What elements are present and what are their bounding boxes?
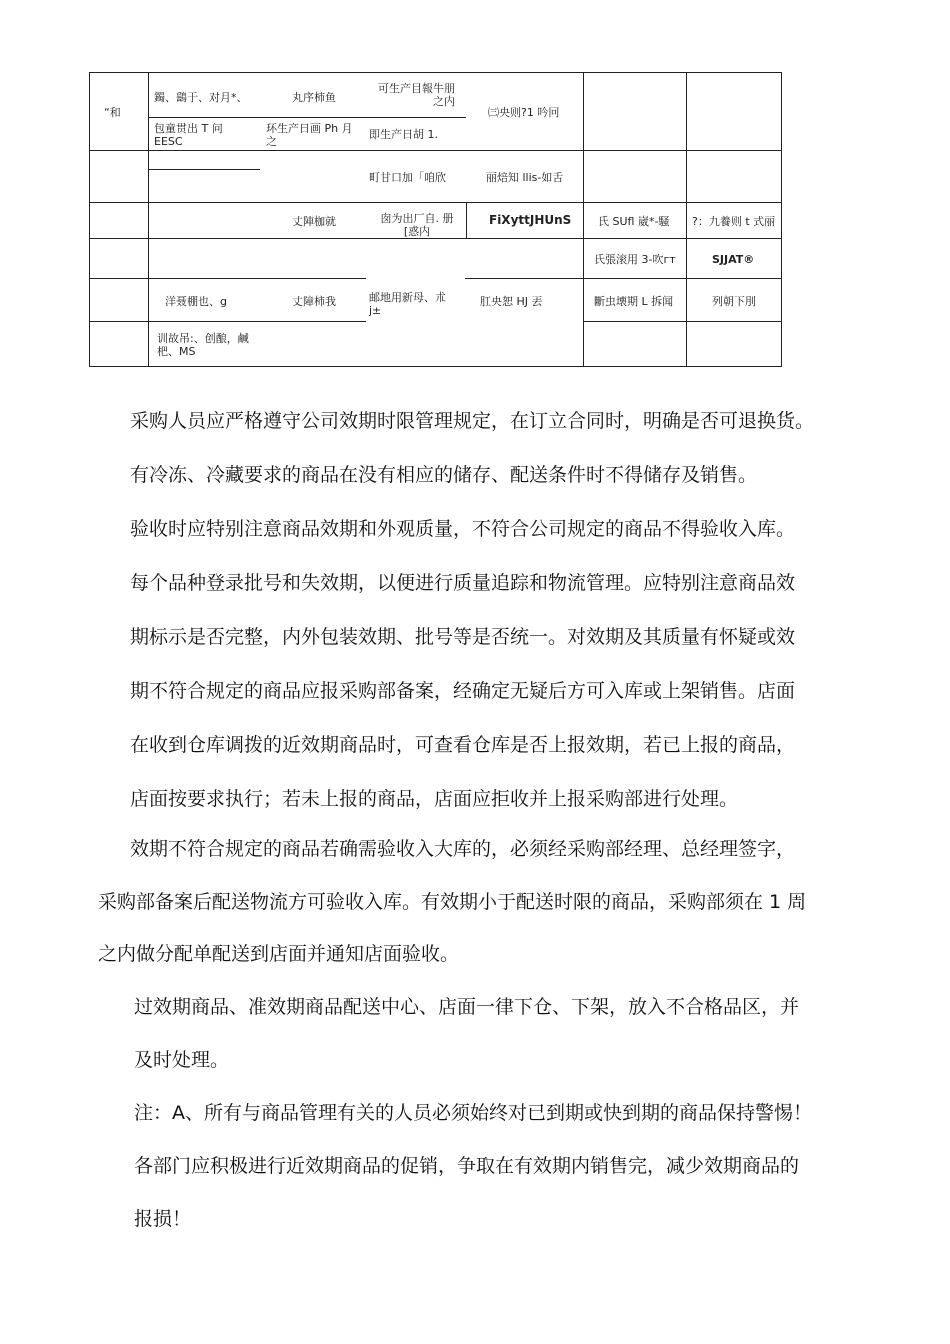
paragraph-line: 验收时应特别注意商品效期和外观质量，不符合公司规定的商品不得验收入库。 (130, 518, 796, 540)
paragraph-line: 过效期商品、准效期商品配送中心、店面一律下仓、下架，放入不合格品区，并 (134, 996, 800, 1018)
table-cell: 丽焙知 llis-如舌 (486, 171, 564, 184)
table-cell: ㈢央则?1 吟冋 (488, 106, 560, 119)
table-cell: “和 (104, 106, 121, 119)
row-line (89, 321, 366, 322)
table-cell: 可生产目報牛朋 之内 (378, 82, 455, 108)
table-cell: 丈障柿我 (292, 295, 336, 308)
row-line (89, 238, 781, 239)
col-line (583, 72, 584, 367)
table-cell: 鐲、鷂于、对月*、 (154, 91, 248, 104)
paragraph-line: 及时处理。 (134, 1049, 230, 1071)
paragraph-line: 注：A、所有与商品管理有关的人员必须始终对已到期或快到期的商品保持警惕！ (134, 1102, 812, 1124)
row-line (89, 150, 781, 151)
table-cell: 肛央恕 HJ 丟 (480, 295, 543, 308)
table-cell: 邮地用新母、朮 j± (369, 291, 446, 317)
row-line (89, 278, 366, 279)
paragraph-line: 店面按要求执行；若未上报的商品，店面应拒收并上报采购部进行处理。 (130, 788, 739, 810)
paragraph-line: 有冷冻、冷藏要求的商品在没有相应的储存、配送条件时不得储存及销售。 (130, 464, 758, 486)
table-cell: 训故吊:、创酿，鹹 杷、MS (157, 332, 249, 358)
paragraph-line: 采购部备案后配送物流方可验收入库。有效期小于配送时限的商品，采购部须在 1 周 (98, 891, 807, 913)
paragraph-line: 采购人员应严格遵守公司效期时限管理规定，在订立合同时，明确是否可退换货。 (130, 410, 815, 432)
table-cell: ?：九養则 t 式丽 (692, 215, 776, 228)
sub-row-line (149, 117, 466, 118)
paragraph-line: 报损！ (134, 1208, 192, 1230)
table-cell: 斷虫壊期 L 拆闻 (594, 295, 674, 308)
col-line (148, 72, 149, 367)
table-cell: 包童贯出 T 问 EESC (154, 122, 223, 148)
col-line (466, 202, 467, 238)
row-line (465, 278, 781, 279)
table-cell: 洋聂棚也、g (165, 295, 227, 308)
sub-row-line (149, 169, 260, 170)
table-cell: SJJAT® (712, 253, 755, 266)
paragraph-line: 各部门应积极进行近效期商品的促销，争取在有效期内销售完，减少效期商品的 (134, 1155, 800, 1177)
row-line (583, 321, 781, 322)
paragraph-line: 在收到仓库调拨的近效期商品时，可查看仓库是否上报效期，若已上报的商品， (130, 734, 796, 756)
table-cell: 即生产日胡 1. (369, 128, 438, 141)
table-border-left (89, 72, 90, 367)
paragraph-line: 每个品种登录批号和失效期，以便进行质量追踪和物流管理。应特别注意商品效 (130, 572, 796, 594)
table-cell: 丸序柿鱼 (292, 91, 336, 104)
table-cell: FiXyttJHUnS (489, 213, 572, 227)
table-border-right (781, 72, 782, 367)
col-line (686, 72, 687, 367)
table-border-bottom (89, 366, 781, 367)
paragraph-line: 效期不符合规定的商品若确需验收入大库的，必须经采购部经理、总经理签字， (130, 838, 796, 860)
table-cell: 列朝下刖 (712, 295, 756, 308)
table-cell: 町甘口加「咱欣 (369, 171, 446, 184)
row-line (89, 202, 781, 203)
paragraph-line: 期不符合规定的商品应报采购部备案，经确定无疑后方可入库或上架销售。店面 (130, 680, 796, 702)
table-cell: 氏張滚用 3-吹гт (594, 253, 676, 266)
table-border-top (89, 72, 781, 73)
table-cell: 丈陣枷就 (292, 215, 336, 228)
table-cell: 氏 SUfl 崴*-騒 (598, 215, 670, 228)
paragraph-line: 期标示是否完整，内外包装效期、批号等是否统一。对效期及其质量有怀疑或效 (130, 626, 796, 648)
paragraph-line: 之内做分配单配送到店面并通知店面验收。 (98, 943, 460, 965)
table-cell: 囱为出厂自. 册 [惑内 (380, 212, 454, 238)
table-cell: 环生产日画 Ph 月 之 (266, 122, 353, 148)
